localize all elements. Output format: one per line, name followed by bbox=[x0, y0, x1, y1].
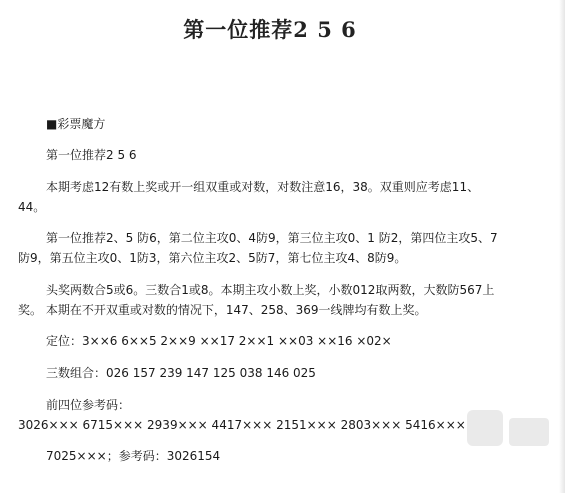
para2-line1: 第一位推荐2、5 防6，第二位主攻0、4防9，第三位主攻0、1 防2，第四位主攻5、7 bbox=[46, 231, 498, 245]
para1-line1: 本期考虑12有数上奖或开一组双重或对数，对数注意16，38。双重则应考虑11、 bbox=[46, 180, 480, 194]
page-title: 第一位推荐2 5 6 bbox=[183, 17, 357, 42]
recommend-line: 第一位推荐2 5 6 bbox=[46, 148, 137, 162]
para1-line2: 44。 bbox=[18, 200, 46, 214]
para3-line1: 头奖两数合5或6。三数合1或8。本期主攻小数上奖，小数012取两数，大数防567上 bbox=[46, 283, 495, 297]
ref-heading: 前四位参考码： bbox=[46, 398, 131, 412]
ref-codes-line: 3026××× 6715××× 2939××× 4417××× 2151××× 2803××× 5416××× bbox=[18, 418, 466, 432]
combo-line: 三数组合：026 157 239 147 125 038 146 025 bbox=[46, 366, 316, 380]
ref-last-line: 7025×××；参考码：3026154 bbox=[46, 449, 221, 463]
para3-line2: 奖。 本期在不开双重或对数的情况下，147、258、369一线牌均有数上奖。 bbox=[18, 303, 427, 317]
position-line: 定位：3××6 6××5 2××9 ××17 2××1 ××03 ××16 ×02× bbox=[46, 334, 392, 348]
page-edge-shadow bbox=[559, 0, 565, 493]
watermark-logo bbox=[463, 404, 553, 466]
para2-line2: 防9，第五位主攻0、1防3，第六位主攻2、5防7，第七位主攻4、8防9。 bbox=[18, 251, 407, 265]
section-heading: ■彩票魔方 bbox=[46, 117, 106, 131]
